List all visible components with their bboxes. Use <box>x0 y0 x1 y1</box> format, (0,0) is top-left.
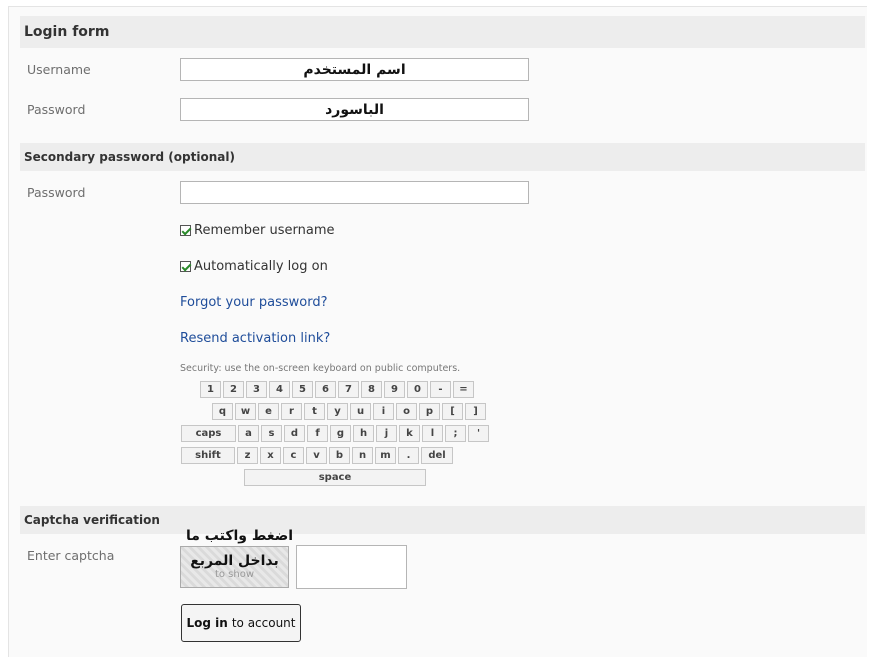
key[interactable]: b <box>329 447 350 464</box>
captcha-label: Enter captcha <box>27 548 115 563</box>
key[interactable]: e <box>258 403 279 420</box>
login-button-bold-label: Log in <box>186 616 228 630</box>
password-input[interactable] <box>180 98 529 121</box>
key[interactable]: z <box>237 447 258 464</box>
key[interactable]: k <box>399 425 420 442</box>
key[interactable]: 6 <box>315 381 336 398</box>
captcha-image-overlay: بداخل المربع <box>190 553 279 569</box>
keyboard-row-5 <box>244 469 426 486</box>
remember-username-row[interactable] <box>180 223 335 238</box>
remember-username-checkbox[interactable] <box>180 225 191 236</box>
key[interactable]: t <box>304 403 325 420</box>
key[interactable]: q <box>212 403 233 420</box>
captcha-image-hint: to show <box>214 569 255 580</box>
secondary-password-input[interactable] <box>180 181 529 204</box>
forgot-password-link[interactable]: Forgot your password? <box>180 295 328 310</box>
keyboard-security-note: Security: use the on-screen keyboard on public computers. <box>180 363 461 374</box>
key[interactable]: ; <box>445 425 466 442</box>
key[interactable]: h <box>353 425 374 442</box>
auto-logon-checkbox[interactable] <box>180 261 191 272</box>
key[interactable]: 0 <box>407 381 428 398</box>
auto-logon-row[interactable] <box>180 259 328 274</box>
caps-key[interactable]: caps <box>181 425 236 442</box>
key[interactable]: m <box>375 447 396 464</box>
key[interactable]: 8 <box>361 381 382 398</box>
password-label: Password <box>27 102 86 117</box>
key[interactable]: 7 <box>338 381 359 398</box>
secondary-password-title: Secondary password (optional) <box>20 143 865 171</box>
key[interactable]: l <box>422 425 443 442</box>
login-form-title: Login form <box>20 16 865 48</box>
key[interactable]: n <box>352 447 373 464</box>
keyboard-row-3 <box>181 425 489 442</box>
login-button-label: to account <box>231 616 296 630</box>
key[interactable]: f <box>307 425 328 442</box>
login-button[interactable] <box>181 604 301 642</box>
keyboard-row-4 <box>181 447 453 464</box>
key[interactable]: ' <box>468 425 489 442</box>
username-label: Username <box>27 62 91 77</box>
captcha-image[interactable] <box>180 546 289 588</box>
key[interactable]: 3 <box>246 381 267 398</box>
key[interactable]: o <box>396 403 417 420</box>
key[interactable]: v <box>306 447 327 464</box>
key[interactable]: s <box>261 425 282 442</box>
captcha-title: Captcha verification <box>20 506 865 534</box>
key[interactable]: p <box>419 403 440 420</box>
key[interactable]: j <box>376 425 397 442</box>
keyboard-row-2 <box>212 403 486 420</box>
key[interactable]: w <box>235 403 256 420</box>
resend-activation-link[interactable]: Resend activation link? <box>180 331 331 346</box>
key[interactable]: = <box>453 381 474 398</box>
key[interactable]: g <box>330 425 351 442</box>
key[interactable]: u <box>350 403 371 420</box>
key[interactable]: d <box>284 425 305 442</box>
key[interactable]: c <box>283 447 304 464</box>
remember-username-label: Remember username <box>194 223 335 238</box>
key[interactable]: 5 <box>292 381 313 398</box>
key[interactable]: r <box>281 403 302 420</box>
key[interactable]: 9 <box>384 381 405 398</box>
captcha-instruction-overlay: اضغط واكتب ما <box>186 528 294 544</box>
key[interactable]: [ <box>442 403 463 420</box>
key[interactable]: . <box>398 447 419 464</box>
shift-key[interactable]: shift <box>181 447 235 464</box>
key[interactable]: a <box>238 425 259 442</box>
space-key[interactable]: space <box>244 469 426 486</box>
key[interactable]: - <box>430 381 451 398</box>
delete-key[interactable]: del <box>421 447 453 464</box>
keyboard-row-1 <box>200 381 474 398</box>
auto-logon-label: Automatically log on <box>194 259 328 274</box>
username-input[interactable] <box>180 58 529 81</box>
key[interactable]: y <box>327 403 348 420</box>
key[interactable]: ] <box>465 403 486 420</box>
key[interactable]: 1 <box>200 381 221 398</box>
key[interactable]: i <box>373 403 394 420</box>
captcha-input[interactable] <box>296 545 407 589</box>
key[interactable]: x <box>260 447 281 464</box>
key[interactable]: 4 <box>269 381 290 398</box>
key[interactable]: 2 <box>223 381 244 398</box>
secondary-password-label: Password <box>27 185 86 200</box>
